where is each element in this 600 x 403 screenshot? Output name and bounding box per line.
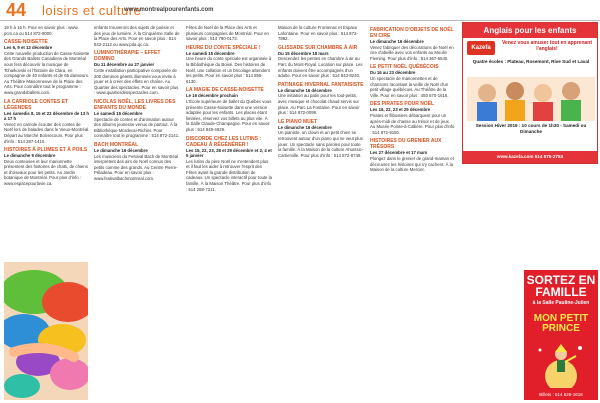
column-1 <box>4 25 90 190</box>
event-date: Le 16 décembre prochain <box>186 93 238 99</box>
kazefa-logo: Kazefa <box>467 41 495 55</box>
event-date: Le samedi 15 décembre <box>186 50 235 56</box>
event-date: Le dimanche 16 décembre <box>278 87 332 93</box>
kazefa-ad[interactable] <box>462 22 598 164</box>
event-title: LA MAGIE DE CASSE-NOISETTE <box>186 87 264 94</box>
ad2-venue: à la Salle Pauline-Julien <box>532 300 590 306</box>
header-rule <box>0 20 600 21</box>
event-date: Le dimanche 16 décembre <box>278 124 332 130</box>
ad2-headline: SORTEZ EN FAMILLE <box>526 273 596 299</box>
event-date: Les samedis 8, 15 et 22 décembre de 13 h à 17 h <box>4 110 90 122</box>
event-title: LUMINOTHÉRAPIE – EFFET DOMINO <box>94 50 161 63</box>
event-date: Le dimanche 16 décembre <box>370 39 424 44</box>
event-title: DISCORDE CHEZ LES LUTINS : CADEAU À RÉGÉNÉRER ! <box>186 135 262 148</box>
event-title: LE PETIT NOËL QUÉBÉCOIS <box>370 64 439 71</box>
ad-headline: Anglais pour les enfants <box>463 23 597 38</box>
event-text: Venez fabriquer des décorations de Noël en cire d'abeille avec vos enfants au Moulin Fleming. Pour plus d'info : 514 367-6540. <box>370 44 454 61</box>
ad2-show-title: MON PETIT PRINCE <box>533 313 589 334</box>
event-title: NICOLAS NOËL, LES LIVRES DES ENFANTS DU MONDE <box>94 98 176 111</box>
page-header <box>0 0 600 20</box>
event-text: Spectacle de contes et d'animation autour des albums jeunesse venus de partout. À la Bibliothèque Mordecai-Richler. Pour connaître tout le programme : 514 872-2141. <box>94 116 180 139</box>
ad-locations: Quatre écoles : Plateau, Rosemont, Rive Sud et Laval <box>472 59 590 64</box>
event-text: Une heure du conte spéciale est organisée à la Bibliothèque du Boisé. Des histoires de Noël, une collation et un bricolage attendent les petits. Pour en savoir plus : 514 855-6130. <box>186 56 272 84</box>
event-text: Cette nouvelle production de Casse-Noisette des Grands Ballets Canadiens de Montréal vous fera découvrir la musique de Tchaïkovski et l'histoire de Clara, en compagnie de 40 enfants et de 65 danseurs. Au Théâtre Maisonneuve de la Place des Arts. Pour connaître tout le programme : www.grandsballets.com. <box>4 50 90 95</box>
event-text: Descendez les pentes en chambre à air au Parc du Mont-Royal. Location sur place. Les enfants doivent être accompagnés d'un adulte. Pour en savoir plus : 514 843-8240. <box>278 56 363 79</box>
event-text: Un pianiste, un clown et un petit chien se retrouvent autour d'un piano qui ne veut plus jouer. Un spectacle sans paroles pour toute la famille. À la Maison de la culture Ahuntsic-Cartierville. Pour plus d'info : 514 872-8749. <box>278 130 364 158</box>
event-date: Les 27 décembre et 17 mars <box>370 150 428 156</box>
event-date: Le dimanche 16 décembre <box>94 147 148 153</box>
ad-contact[interactable]: www.kazefa.com 514 575-2753 <box>463 151 597 163</box>
paint-photo <box>4 262 88 400</box>
event-text: Deux conteuses et leur marionnette présentent des histoires de chats, de chiens et d'oiseaux pour les petits. Au Jardin botanique de Montréal. Pour plus d'info : www.espacepourlavie.ca. <box>4 158 88 187</box>
event-text: Les lutins du père Noël ne s'entendent plus et il faut les aider à retrouver l'esprit des Fêtes avant la grande distribution de cadeaux. Un spectacle interactif pour toute la famille. À la Maison Théâtre. Pour plus d'info : 514 288-7211. <box>186 158 272 192</box>
event-title: HEURE DU CONTE SPÉCIALE ! <box>186 44 261 51</box>
ad2-contact: Billets : 514 626-1616 <box>539 392 583 397</box>
event-title: HISTOIRES À PLUMES ET À POILS <box>4 147 88 154</box>
ad-slogan: Venez vous amuser tout en apprenant l'anglais! <box>501 40 593 52</box>
event-date: Le samedi 15 décembre <box>94 110 143 116</box>
event-title: FABRICATION D'OBJETS DE NOËL EN CIRE <box>370 27 454 39</box>
event-title: LE PIANO MUET <box>278 118 318 125</box>
event-text: L'École supérieure de ballet du Québec vous présente Casse-Noisette dans une version adaptée pour les enfants. Les places étant limitées, réservez vos billets au plus vite. À la Salle Claude-Champagne. Pour en savoir plus : 514 849-4929. <box>186 98 272 132</box>
theatre-ad[interactable] <box>524 270 598 400</box>
event-title: BACH MONTRÉAL <box>94 141 139 148</box>
section-title: loisirs et culture <box>42 3 142 18</box>
page-number: 44 <box>6 0 27 20</box>
kids-photo <box>467 77 595 121</box>
event-title: CASSE-NOISETTE <box>4 39 48 46</box>
event-date: Du 16 au 23 décembre <box>370 70 416 76</box>
event-date: Les 15, 22, 23, 28 et 29 décembre et 2, 4 et 5 janvier <box>186 147 272 159</box>
event-date: Le dimanche 9 décembre <box>4 153 56 159</box>
event-text: Venez en carriole écouter des contes de Noël lors de balades dans le Vieux-Montréal. Départ au Marché Bonsecours. Pour plus d'info : 514 287-1410. <box>4 121 90 144</box>
event-date: Du 15 décembre 18 mars <box>278 50 329 56</box>
col3-intro: Fêtes de Noël de la Place des Arts et plusieurs compagnies de Montréal. Pour en savoir plus : 514 790-0173. <box>186 25 269 42</box>
site-url[interactable]: www.montrealpourenfants.com <box>124 7 214 13</box>
col2-intro: enfants trouveront des sujets de poésie et des jeux de lumière. À la Cinquième Salle de la Place des Arts. Pour en savoir plus : 514 842-2112 ou www.pda.qc.ca. <box>94 25 180 47</box>
prince-illustration <box>530 340 592 388</box>
event-title: PATINAGE HIVERNAL FANTAISISTE <box>278 81 364 88</box>
column-5 <box>370 25 456 176</box>
event-text: Les musiciens du Festival Bach de Montréal interprètent des airs de Noël connus des petits comme des grands. Au Centre Pierre-Péladeau. Pour en savoir plus : www.festivalbachmontreal.com. <box>94 153 179 181</box>
event-text: Un spectacle de marionnettes et de chansons racontant la veille de Noël d'un petit village québécois. Au Théâtre de la Ville. Pour en savoir plus : 450 670-1616. <box>370 75 449 98</box>
event-title: LA CARRIOLE CONTES ET LÉGENDES <box>4 98 68 111</box>
event-text: Plongez dans le grenier de grand-maman et découvrez les histoires qui s'y cachent. À la Maison de la culture Mercier. <box>370 155 454 173</box>
event-text: Cette installation participative composée de 200 dominos géants illuminés vous invite à jouer et à créer des effets en chaîne. Au Quartier des spectacles. Pour en savoir plus : www.quartierdesspectacles.com. <box>94 67 179 96</box>
ad-session: Session Hiver 2019 : 10 cours de 1h30 - Samedi ou Dimanche <box>475 123 587 134</box>
event-text: Pirates et flibustiers débarquent pour un après-midi de chasse au trésor et de jeux. Au Musée Pointe-à-Callière. Pour plus d'info : 514 872-9150. <box>370 112 455 135</box>
event-title: GLISSADE SUR CHAMBRE À AIR <box>278 44 358 51</box>
column-4 <box>278 25 364 161</box>
col1-intro: 19 h à 16 h. Pour en savoir plus : www. pcm.ca ou 514 872-8000. <box>4 25 79 36</box>
event-text: Une initiation au patin pour les tout-petits, avec musique et chocolat chaud servis sur place. Au Parc La Fontaine. Pour en savoir plus : 514 872-0099. <box>278 93 360 116</box>
event-date: Les 6, 9 et 13 décembre <box>4 45 53 51</box>
event-date: Du 11 décembre au 27 janvier <box>94 62 155 68</box>
event-title: DES PIRATES POUR NOËL <box>370 101 435 108</box>
col4-intro: Maison de la culture Frontenac et Espace Lafontaine. Pour en savoir plus : 514 872-7882. <box>278 25 358 42</box>
event-title: HISTOIRES DU GRENIER AUX TRÉSORS <box>370 138 442 151</box>
event-date: Les 16, 22, 23 et 29 décembre <box>370 107 431 113</box>
column-2 <box>94 25 180 184</box>
column-3 <box>186 25 272 195</box>
